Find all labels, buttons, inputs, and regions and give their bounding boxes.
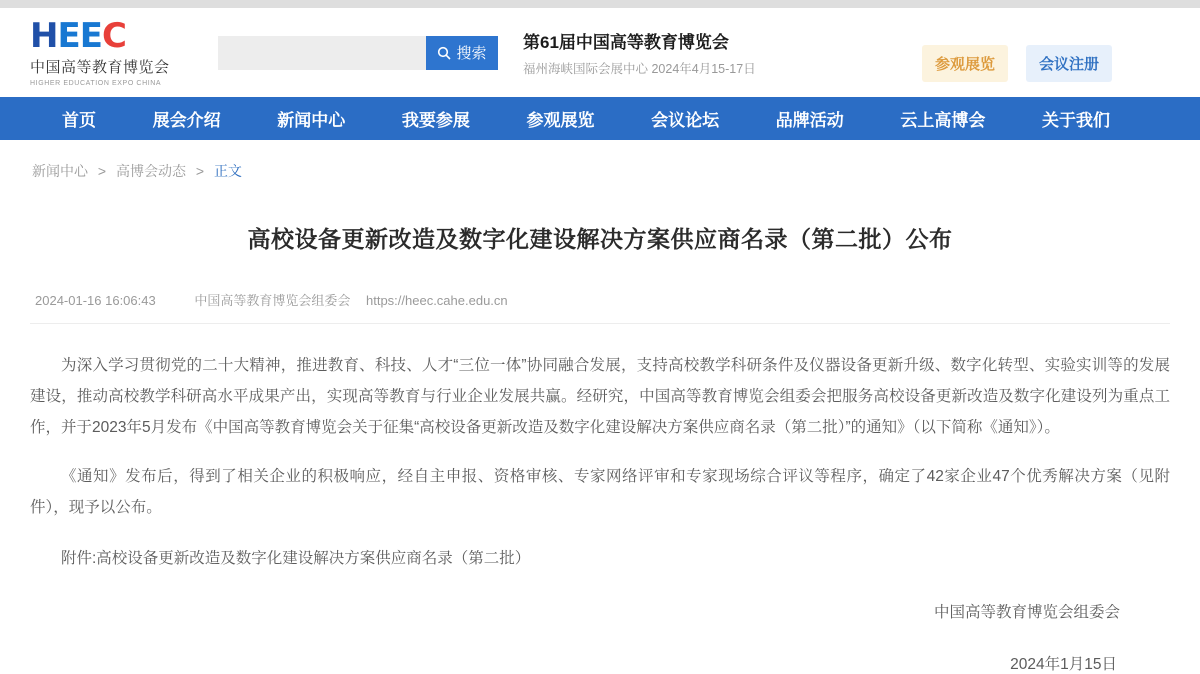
nav-item-expo-intro[interactable]: 展会介绍 [152, 111, 221, 130]
top-strip [0, 0, 1200, 8]
search-button[interactable] [426, 36, 498, 70]
breadcrumb-news-center[interactable]: 新闻中心 [32, 163, 88, 179]
nav-item-news-center[interactable]: 新闻中心 [277, 111, 346, 130]
attachment-link[interactable]: 附件:高校设备更新改造及数字化建设解决方案供应商名录（第二批） [61, 550, 531, 567]
breadcrumb-separator: > [195, 163, 205, 179]
article-paragraph: 《通知》发布后，得到了相关企业的积极响应，经自主申报、资格审核、专家网络评审和专家现场综合评议等程序，确定了42家企业47个优秀解决方案（见附件），现予以公布。 [30, 468, 1170, 516]
logo-letter-e2: E [79, 15, 102, 56]
nav-item-brand-activities[interactable]: 品牌活动 [775, 111, 844, 130]
site-logo[interactable] [30, 15, 190, 87]
breadcrumb-current-page: 正文 [213, 163, 242, 179]
event-venue-dates: 福州海峡国际会展中心 2024年4月15-17日 [523, 62, 756, 76]
article [30, 221, 1170, 674]
logo-letter-e1: E [57, 15, 80, 56]
nav-item-about-us[interactable]: 关于我们 [1042, 111, 1110, 130]
article-paragraph: 为深入学习贯彻党的二十大精神，推进教育、科技、人才“三位一体”协同融合发展，支持高校教学科研条件及仪器设备更新升级、数字化转型、实验实训等的发展建设，推动高校教学科研高水平成果产出，实现高等教育与行业企业发展共赢。经研究，中国高等教育博览会组委会把服务高校设备更新改造及数字化建设列为重点工作，并于2023年5月发布《中国高等教育博览会关于征集“高校设备更新改造及数字化建设解决方案供应商名录（第二批）”的通知》（以下简称《通知》）。 [30, 357, 1170, 436]
logo-english-name: HIGHER EDUCATION EXPO CHINA [30, 79, 162, 87]
logo-letters [30, 15, 190, 56]
article-source-url: https://heec.cahe.edu.cn [365, 293, 508, 308]
event-info [523, 28, 756, 77]
logo-letter-c: C [101, 15, 126, 56]
header-actions [922, 45, 1112, 82]
site-header [0, 8, 1200, 97]
search-button-label: 搜索 [456, 45, 487, 62]
nav-item-exhibit[interactable]: 我要参展 [401, 111, 470, 130]
conference-register-button[interactable]: 会议注册 [1026, 45, 1112, 82]
nav-item-home[interactable]: 首页 [62, 111, 96, 130]
search-input[interactable] [218, 36, 426, 70]
main-nav [0, 97, 1200, 140]
breadcrumb [32, 161, 1200, 181]
visit-expo-button[interactable]: 参观展览 [922, 45, 1008, 82]
nav-item-cloud-expo[interactable]: 云上高博会 [900, 111, 986, 130]
article-datetime: 2024-01-16 16:06:43 [35, 293, 156, 308]
nav-item-visit[interactable]: 参观展览 [526, 111, 595, 130]
article-title: 高校设备更新改造及数字化建设解决方案供应商名录（第二批）公布 [247, 226, 953, 252]
logo-chinese-name: 中国高等教育博览会 [30, 58, 170, 76]
breadcrumb-expo-news[interactable]: 高博会动态 [115, 163, 186, 179]
event-title: 第61届中国高等教育博览会 [523, 33, 729, 52]
breadcrumb-separator: > [97, 163, 107, 179]
logo-letter-h: H [30, 15, 58, 56]
search-icon [437, 46, 451, 60]
search-box [218, 36, 498, 70]
nav-item-conference-forum[interactable]: 会议论坛 [651, 111, 720, 130]
article-source: 中国高等教育博览会组委会 [194, 293, 351, 308]
article-signature: 中国高等教育博览会组委会 [933, 604, 1120, 621]
article-meta [30, 290, 1170, 324]
article-sign-date: 2024年1月15日 [1010, 656, 1117, 673]
